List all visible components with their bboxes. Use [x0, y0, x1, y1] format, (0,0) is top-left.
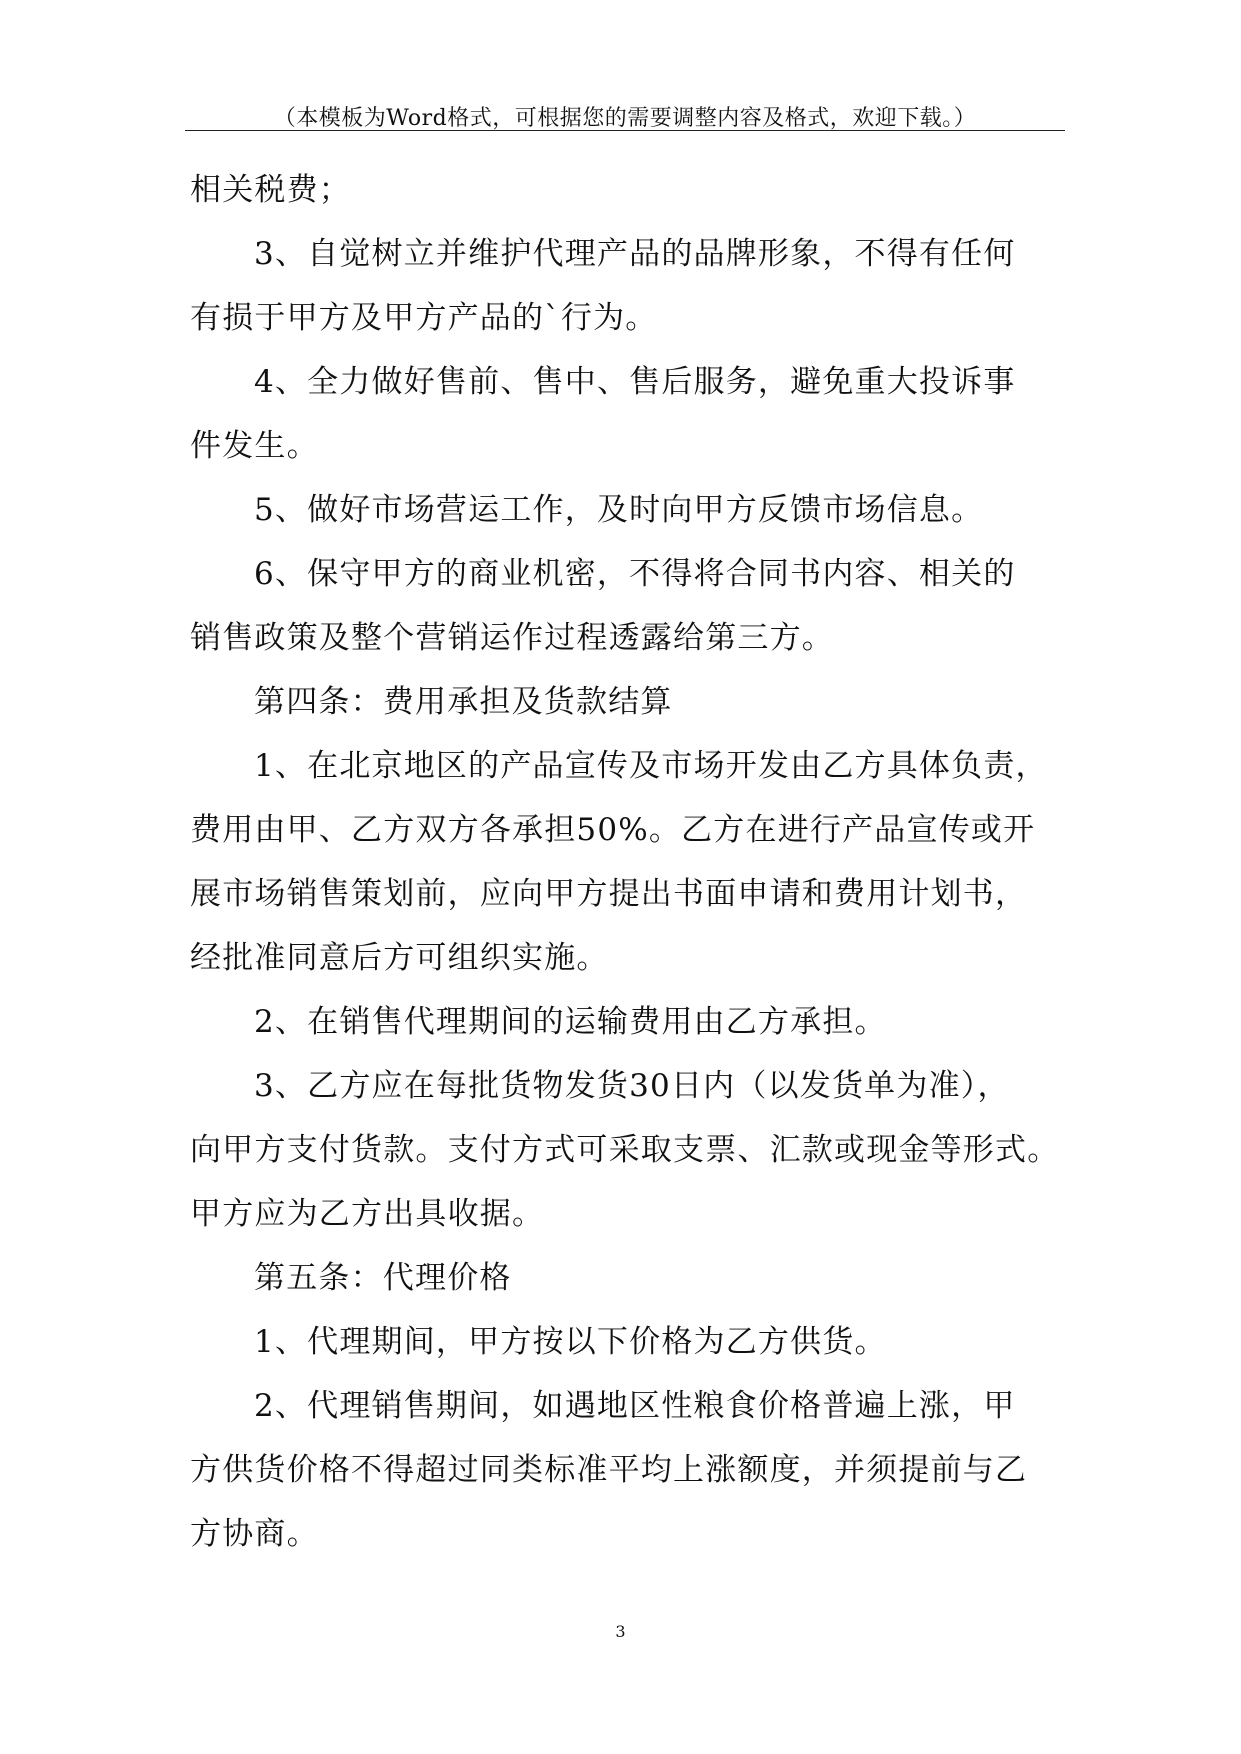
- body-line: 向甲方支付货款。支付方式可采取支票、汇款或现金等形式。: [190, 1132, 1060, 1168]
- body-line: 件发生。: [190, 428, 319, 464]
- body-line: 2、代理销售期间，如遇地区性粮食价格普遍上涨，甲: [254, 1388, 1016, 1424]
- document-body: [190, 158, 1070, 1566]
- section-heading: 第五条：代理价格: [254, 1260, 512, 1296]
- body-line: 经批准同意后方可组织实施。: [190, 940, 609, 976]
- body-line: 方供货价格不得超过同类标准平均上涨额度，并须提前与乙: [190, 1452, 1028, 1488]
- body-line: 1、代理期间，甲方按以下价格为乙方供货。: [254, 1324, 887, 1360]
- body-line: 2、在销售代理期间的运输费用由乙方承担。: [254, 1004, 887, 1040]
- body-line: 销售政策及整个营销运作过程透露给第三方。: [190, 620, 834, 656]
- header-note: （本模板为Word格式，可根据您的需要调整内容及格式，欢迎下载。）: [273, 106, 977, 131]
- body-line: 4、全力做好售前、售中、售后服务，避免重大投诉事: [254, 364, 1016, 400]
- body-line: 相关税费；: [190, 172, 351, 208]
- section-heading: 第四条：费用承担及货款结算: [254, 684, 673, 720]
- body-line: 费用由甲、乙方双方各承担50%。乙方在进行产品宣传或开: [190, 812, 1036, 848]
- body-line: 3、乙方应在每批货物发货30日内（以发货单为准），: [254, 1068, 1010, 1104]
- body-line: 5、做好市场营运工作，及时向甲方反馈市场信息。: [254, 492, 984, 528]
- body-line: 1、在北京地区的产品宣传及市场开发由乙方具体负责，: [254, 748, 1048, 784]
- header-divider: [185, 130, 1065, 131]
- body-line: 展市场销售策划前，应向甲方提出书面申请和费用计划书，: [190, 876, 1028, 912]
- body-line: 有损于甲方及甲方产品的`行为。: [190, 300, 658, 336]
- page-number: 3: [615, 1622, 626, 1641]
- body-line: 6、保守甲方的商业机密，不得将合同书内容、相关的: [254, 556, 1016, 592]
- body-line: 甲方应为乙方出具收据。: [190, 1196, 545, 1232]
- body-line: 方协商。: [190, 1516, 319, 1552]
- body-line: 3、自觉树立并维护代理产品的品牌形象，不得有任何: [254, 236, 1016, 272]
